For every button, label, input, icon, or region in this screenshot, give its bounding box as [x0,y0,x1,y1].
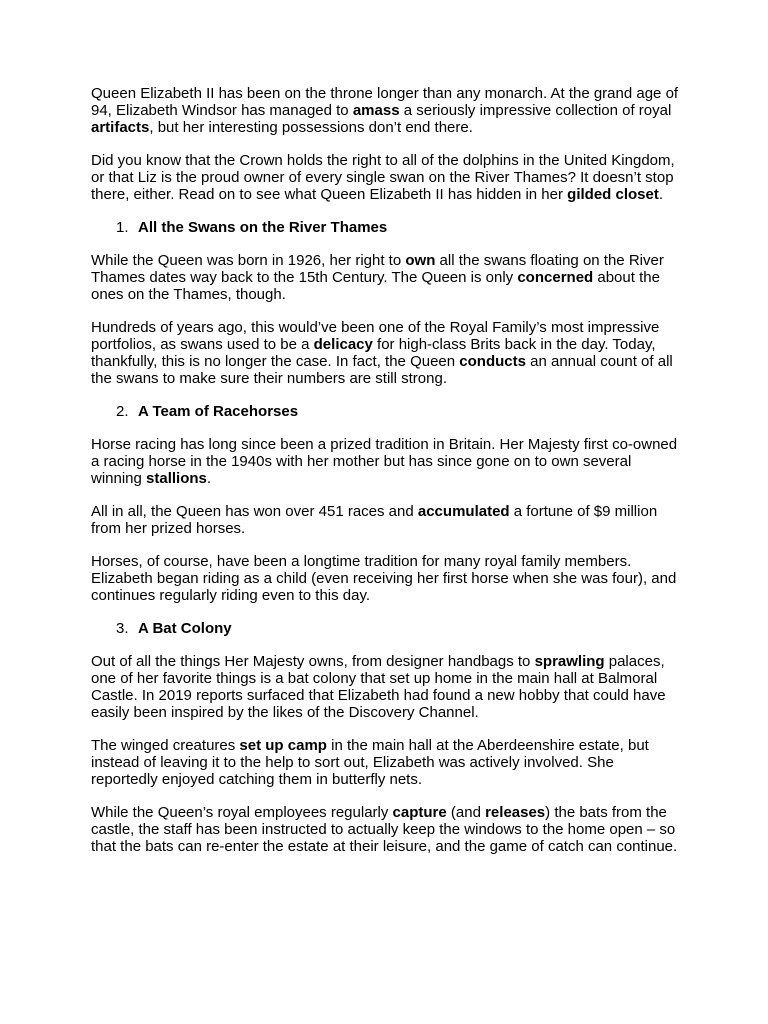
list-number: 2. [116,403,129,420]
text-run: palaces, one of her favorite things is a bat colony that set up home in the main hall at Balmoral Castle. In 2019 reports surfaced that Elizabeth had found a new hobby that could have easily been inspired by the likes of the Discovery Channel. [91,653,666,721]
text-run: Hundreds of years ago, this would’ve been one of the Royal Family’s most impressive portfolios, as swans used to be a [91,319,660,353]
section-title: A Bat Colony [138,620,232,637]
text-run: While the Queen’s royal employees regularly [91,804,393,821]
text-run: Out of all the things Her Majesty owns, from designer handbags to [91,653,535,670]
text-run: Did you know that the Crown holds the right to all of the dolphins in the United Kingdom, or that Liz is the proud owner of every single swan on the River Thames? It doesn’t stop there, either. Read on to see what Queen Elizabeth II has hidden in her [91,152,675,203]
racehorses-paragraph-2 [91,503,681,537]
swans-paragraph-1 [91,252,681,303]
text-run: All in all, the Queen has won over 451 races and [91,503,418,520]
text-run: The winged creatures [91,737,240,754]
text-run: a seriously impressive collection of royal [399,102,672,119]
list-number: 1. [116,219,129,236]
list-number: 3. [116,620,129,637]
bold-term: delicacy [313,336,373,353]
racehorses-paragraph-3 [91,553,681,604]
document-page [91,85,681,855]
section-heading-racehorses [91,403,681,420]
bold-term: own [405,252,436,269]
text-run: Horse racing has long since been a prized tradition in Britain. Her Majesty first co-owned a racing horse in the 1940s with her mother but has since gone on to own several winning [91,436,678,487]
bold-term: concerned [517,269,594,286]
text-run: Horses, of course, have been a longtime tradition for many royal family members. Elizabeth began riding as a child (even receiving her first horse when she was four), and continues regularly riding even to this day. [91,553,677,604]
bats-paragraph-3 [91,804,681,855]
swans-paragraph-2 [91,319,681,387]
bats-paragraph-1 [91,653,681,721]
text-run: an annual count of all the swans to make sure their numbers are still strong. [91,353,673,387]
section-heading-bat-colony [91,620,681,637]
text-run: . [206,470,212,487]
text-run: While the Queen was born in 1926, her right to [91,252,406,269]
bold-term: set up camp [239,737,327,754]
bold-term: sprawling [534,653,605,670]
racehorses-paragraph-1 [91,436,681,487]
text-run: (and [446,804,486,821]
text-run: all the swans floating on the River Thames dates way back to the 15th Century. The Queen is only [91,252,664,286]
text-run: for high-class Brits back in the day. Today, thankfully, this is no longer the case. In fact, the Queen [91,336,656,370]
bold-term: releases [485,804,546,821]
bold-term: artifacts [91,119,150,136]
text-run: about the ones on the Thames, though. [91,269,660,303]
text-run: ) the bats from the castle, the staff has been instructed to actually keep the windows to the home open – so that the bats can re-enter the estate at their leisure, and the game of catch can continue. [91,804,678,855]
section-title: All the Swans on the River Thames [138,219,388,236]
intro-paragraph-2 [91,152,681,203]
text-run: , but her interesting possessions don’t end there. [149,119,473,136]
bats-paragraph-2 [91,737,681,788]
bold-term: amass [352,102,400,119]
text-run: . [658,186,664,203]
section-heading-swans [91,219,681,236]
bold-term: gilded closet [567,186,659,203]
text-run: in the main hall at the Aberdeenshire estate, but instead of leaving it to the help to sort out, Elizabeth was actively involved. She reportedly enjoyed catching them in butterfly nets. [91,737,649,788]
text-run: Queen Elizabeth II has been on the throne longer than any monarch. At the grand age of 94, Elizabeth Windsor has managed to [91,85,679,119]
intro-paragraph-1 [91,85,681,136]
section-title: A Team of Racehorses [138,403,299,420]
bold-term: capture [392,804,447,821]
text-run: a fortune of $9 million from her prized horses. [91,503,658,537]
bold-term: accumulated [417,503,510,520]
bold-term: conducts [459,353,526,370]
bold-term: stallions [146,470,207,487]
